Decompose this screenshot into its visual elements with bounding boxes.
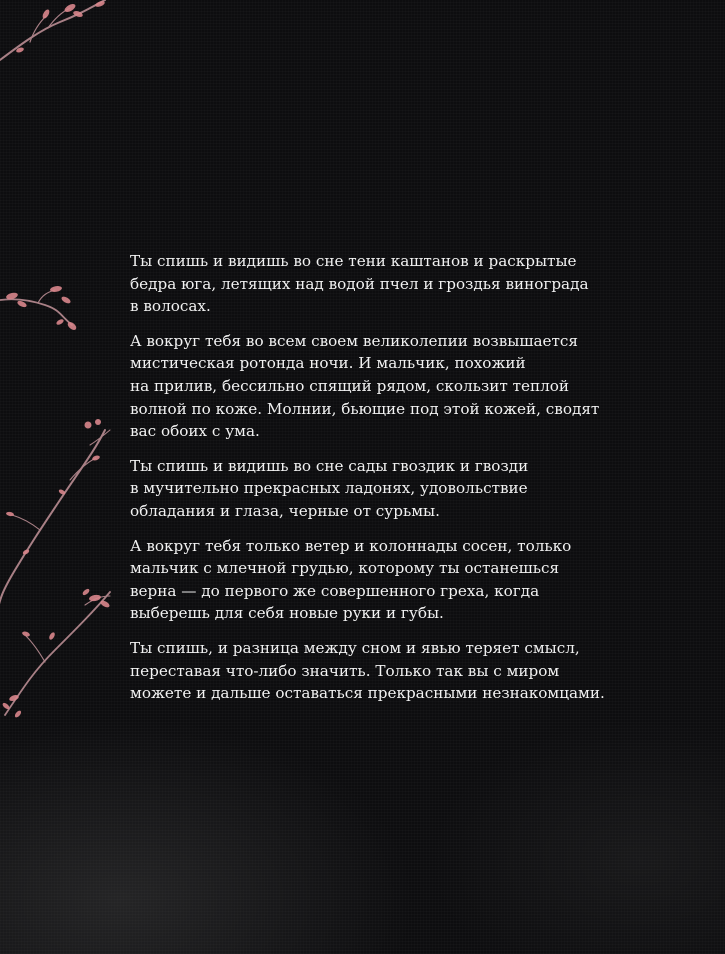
text-line: вас обоих с ума. — [130, 422, 260, 441]
text-line: в волосах. — [130, 297, 211, 316]
text-line: бедра юга, летящих над водой пчел и гроздья винограда — [130, 274, 589, 293]
text-line: А вокруг тебя во всем своем великолепии возвышается — [130, 331, 578, 350]
text-line: выберешь для себя новые руки и губы. — [130, 604, 444, 623]
text-line: Ты спишь и видишь во сне сады гвоздик и гвозди — [130, 456, 529, 475]
text-line: Ты спишь и видишь во сне тени каштанов и раскрытые — [130, 252, 577, 270]
text-line: на прилив, бессильно спящий рядом, скользит теплой — [130, 376, 570, 395]
text-line: можете и дальше оставаться прекрасными незнакомцами. — [130, 684, 605, 703]
text-line: мистическая ротонда ночи. И мальчик, похожий — [130, 354, 526, 373]
paragraph-1 — [130, 250, 600, 318]
paragraph-3 — [130, 455, 600, 523]
paragraph-5 — [130, 637, 605, 705]
paragraph-2 — [130, 330, 600, 443]
text-line: верна — до первого же совершенного греха, когда — [130, 581, 540, 600]
text-line: волной по коже. Молнии, бьющие под этой кожей, сводят — [130, 399, 600, 418]
paragraph-4 — [130, 535, 600, 625]
text-line: переставая что-либо значить. Только так вы с миром — [130, 661, 560, 680]
text-line: обладания и глаза, черные от сурьмы. — [130, 501, 440, 520]
text-line: Ты спишь, и разница между сном и явью теряет смысл, — [130, 638, 580, 657]
text-line: А вокруг тебя только ветер и колоннады сосен, только — [130, 536, 572, 555]
poem-text — [130, 250, 605, 717]
text-line: в мучительно прекрасных ладонях, удовольствие — [130, 479, 528, 498]
text-line: мальчик с млечной грудью, которому ты останешься — [130, 559, 560, 578]
